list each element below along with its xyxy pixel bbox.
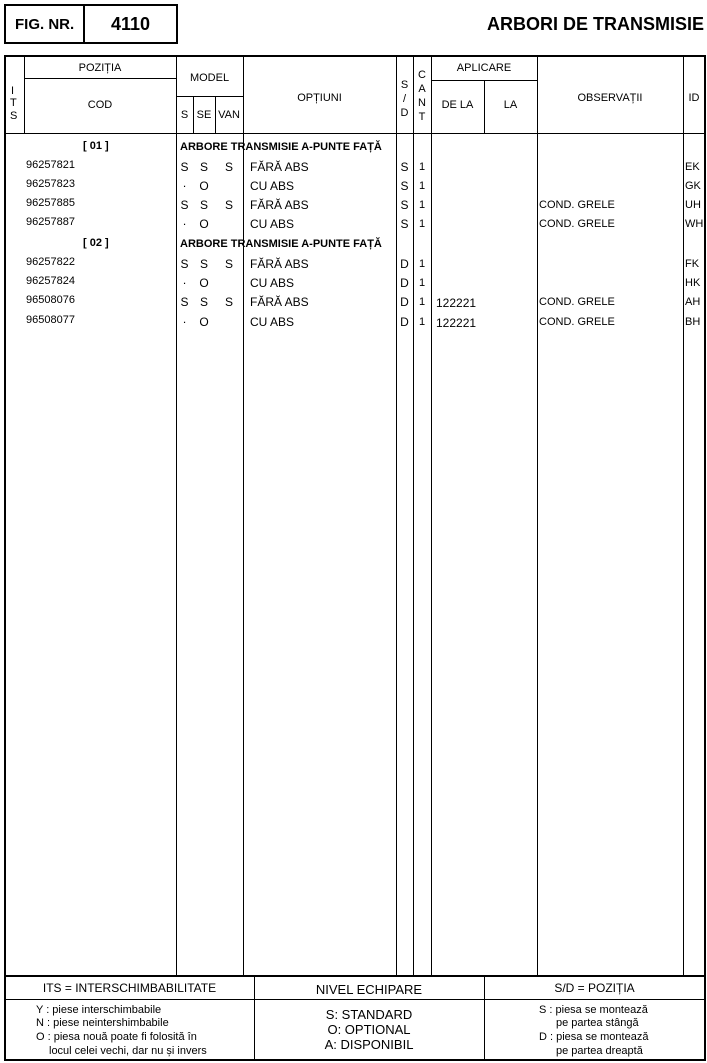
option-value: CU ABS [250,276,295,290]
part-code: 96257885 [26,197,75,209]
sd-value: D [400,276,409,290]
id-value: WH [685,218,704,230]
group-position: [ 02 ] [83,237,109,249]
legend-sd-title: S/D = POZIȚIA [554,981,635,995]
observation-value: COND. GRELE [539,296,615,308]
model-s-value: S [180,160,189,174]
part-code: 96508076 [26,294,75,306]
legend-sd-line: pe partea dreaptă [556,1045,643,1057]
observation-value: COND. GRELE [539,316,615,328]
option-value: FĂRĂ ABS [250,295,309,309]
header-cant-n: N [418,97,426,109]
legend-sd-line: S : piesa se montează [539,1004,648,1016]
legend-its-line: locul celei vechi, dar nu și invers [49,1045,207,1057]
group-position: [ 01 ] [83,140,109,152]
model-se-value: S [199,160,208,174]
part-code: 96257887 [26,216,75,228]
page-title: ARBORI DE TRANSMISIE [486,14,704,34]
sd-value: D [400,295,409,309]
header-pozitia: POZIȚIA [78,62,122,74]
id-value: GK [685,180,701,192]
fig-number: 4110 [110,14,151,34]
header-id: ID [688,92,700,104]
sd-value: S [400,160,409,174]
legend-top-line [5,975,705,977]
legend-nivel-line: O: OPTIONAL [327,1022,411,1037]
id-value: UH [685,199,701,211]
header-sd-s: S [400,79,409,91]
model-se-value: S [199,198,208,212]
model-van-value: S [224,295,233,309]
option-value: CU ABS [250,179,295,193]
legend-its-title: ITS = INTERSCHIMBABILITATE [42,981,217,995]
header-cod: COD [87,99,113,111]
legend-sd-line: pe partea stângă [556,1017,639,1029]
id-value: HK [685,277,701,289]
option-value: CU ABS [250,315,295,329]
model-van-value: S [224,198,233,212]
option-value: FĂRĂ ABS [250,160,309,174]
model-underline [176,96,244,97]
legend-nivel-title: NIVEL ECHIPARE [315,982,423,997]
quantity-value: 1 [418,316,426,328]
model-se-value: O [199,315,209,329]
quantity-value: 1 [418,258,426,270]
model-se-value: S [199,295,208,309]
model-s-value: . [182,273,187,287]
quantity-value: 1 [418,161,426,173]
part-code: 96257822 [26,256,75,268]
model-s-value: . [182,176,187,190]
id-value: EK [685,161,700,173]
de-la-value: 122221 [436,296,477,310]
header-bottom-line [5,133,705,134]
header-sd-slash: / [402,93,407,105]
header-aplicare: APLICARE [456,62,512,74]
id-value: AH [685,296,701,308]
sd-value: D [400,315,409,329]
header-its-i: I [11,85,15,97]
model-se-value: S [199,257,208,271]
quantity-value: 1 [418,199,426,211]
quantity-value: 1 [418,296,426,308]
part-code: 96257824 [26,275,75,287]
header-cant-a: A [418,83,426,95]
header-cant-t: T [418,111,426,123]
header-de-la: DE LA [441,99,474,111]
model-s-value: . [182,214,187,228]
legend-sd-line: D : piesa se montează [539,1031,649,1043]
observation-value: COND. GRELE [539,199,615,211]
legend-its-line: N : piese neintershimbabile [36,1017,169,1029]
header-optiuni: OPȚIUNI [297,92,342,104]
option-value: FĂRĂ ABS [250,198,309,212]
header-its-t: T [10,97,17,109]
option-value: FĂRĂ ABS [250,257,309,271]
sd-value: S [400,198,409,212]
header-its-s: S [10,110,18,122]
group-title: ARBORE TRANSMISIE A-PUNTE FAȚĂ [180,238,382,250]
model-s-value: S [180,295,189,309]
quantity-value: 1 [418,180,426,192]
col-optiuni-divider [396,56,397,976]
sd-value: S [400,179,409,193]
id-value: FK [685,258,700,270]
legend-its-line: O : piesa nouă poate fi folosită în [36,1031,197,1043]
model-s-value: S [180,198,189,212]
part-code: 96508077 [26,314,75,326]
fig-label: FIG. NR. [15,16,75,33]
header-model-s: S [180,109,189,121]
col-aplicare-divider [537,56,538,976]
model-se-value: O [199,179,209,193]
header-sd-d: D [400,107,409,119]
sd-value: S [400,217,409,231]
sd-value: D [400,257,409,271]
header-model: MODEL [189,72,230,84]
quantity-value: 1 [418,277,426,289]
header-cant-c: C [418,69,426,81]
legend-title-line [5,999,705,1000]
col-cod-divider [176,56,177,976]
header-observatii: OBSERVAȚII [577,92,643,104]
part-code: 96257821 [26,159,75,171]
model-se-value: O [199,276,209,290]
group-title: ARBORE TRANSMISIE A-PUNTE FAȚĂ [180,141,382,153]
observation-value: COND. GRELE [539,218,615,230]
id-value: BH [685,316,701,328]
col-model-divider [243,56,244,976]
de-la-value: 122221 [436,316,477,330]
model-van-value: S [224,257,233,271]
header-model-se: SE [196,109,212,121]
pozitia-underline [24,78,176,79]
model-s-value: . [182,312,187,326]
part-code: 96257823 [26,178,75,190]
model-van-value: S [224,160,233,174]
option-value: CU ABS [250,217,295,231]
model-se-value: O [199,217,209,231]
col-obs-divider [683,56,684,976]
quantity-value: 1 [418,218,426,230]
legend-its-line: Y : piese interschimbabile [36,1004,162,1016]
legend-nivel-line: A: DISPONIBIL [324,1037,414,1052]
legend-nivel-line: S: STANDARD [325,1007,413,1022]
header-la: LA [503,99,518,111]
model-s-value: S [180,257,189,271]
col-sd-divider [413,56,414,976]
header-model-van: VAN [218,109,240,121]
col-cant-divider [431,56,432,976]
